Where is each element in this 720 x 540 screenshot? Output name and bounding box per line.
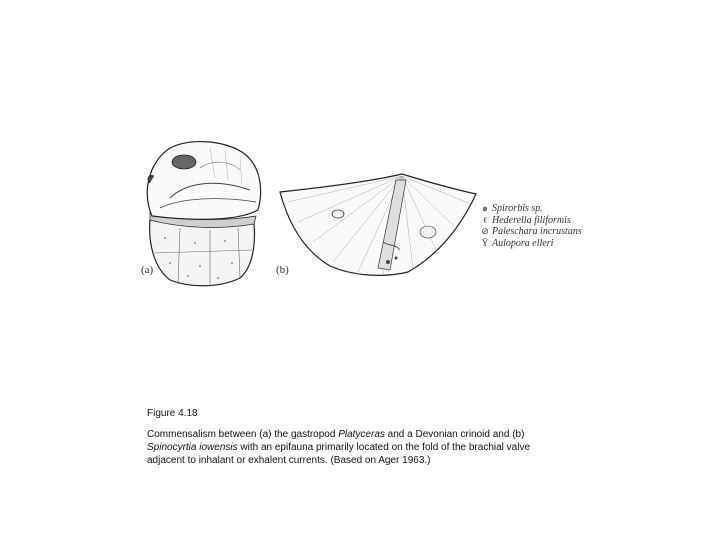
legend-label: Aulopora elleri (492, 237, 554, 249)
legend-label: Paleschara incrustans (492, 226, 582, 237)
legend-item (480, 215, 582, 227)
panel-a-label: (a) (141, 264, 154, 276)
caption-part: with an epifauna primarily located on the fold of the brachial valve adjacent to inhalant or exhalent currents. (Based on Ager 1963.) (147, 442, 531, 466)
crinoid-gastropod-illustration (140, 138, 275, 290)
legend-item (480, 226, 582, 238)
legend-label: Hederella filiformis (492, 214, 571, 226)
figure-number: Figure 4.18 (147, 408, 198, 419)
tube-symbol-icon: ℓ (482, 214, 488, 225)
caption-part: Commensalism between (a) the gastropod (147, 429, 339, 440)
caption-text (147, 428, 567, 467)
legend-label: Spirorbis sp. (492, 203, 543, 214)
species-legend (480, 203, 582, 249)
species-name: Spinocyrtia iowensis (147, 442, 238, 453)
figure-caption (147, 407, 567, 467)
encrusting-symbol-icon: ⊘ (481, 226, 489, 236)
brachiopod-illustration (278, 172, 478, 277)
spiral-symbol-icon: ๑ (482, 203, 488, 213)
caption-part: and a Devonian crinoid and (b) (384, 429, 525, 440)
legend-item (480, 238, 582, 250)
genus-name: Platyceras (338, 429, 385, 440)
panel-b-label: (b) (276, 264, 289, 276)
legend-item (480, 203, 582, 215)
branching-symbol-icon: Ϋ (481, 237, 489, 248)
